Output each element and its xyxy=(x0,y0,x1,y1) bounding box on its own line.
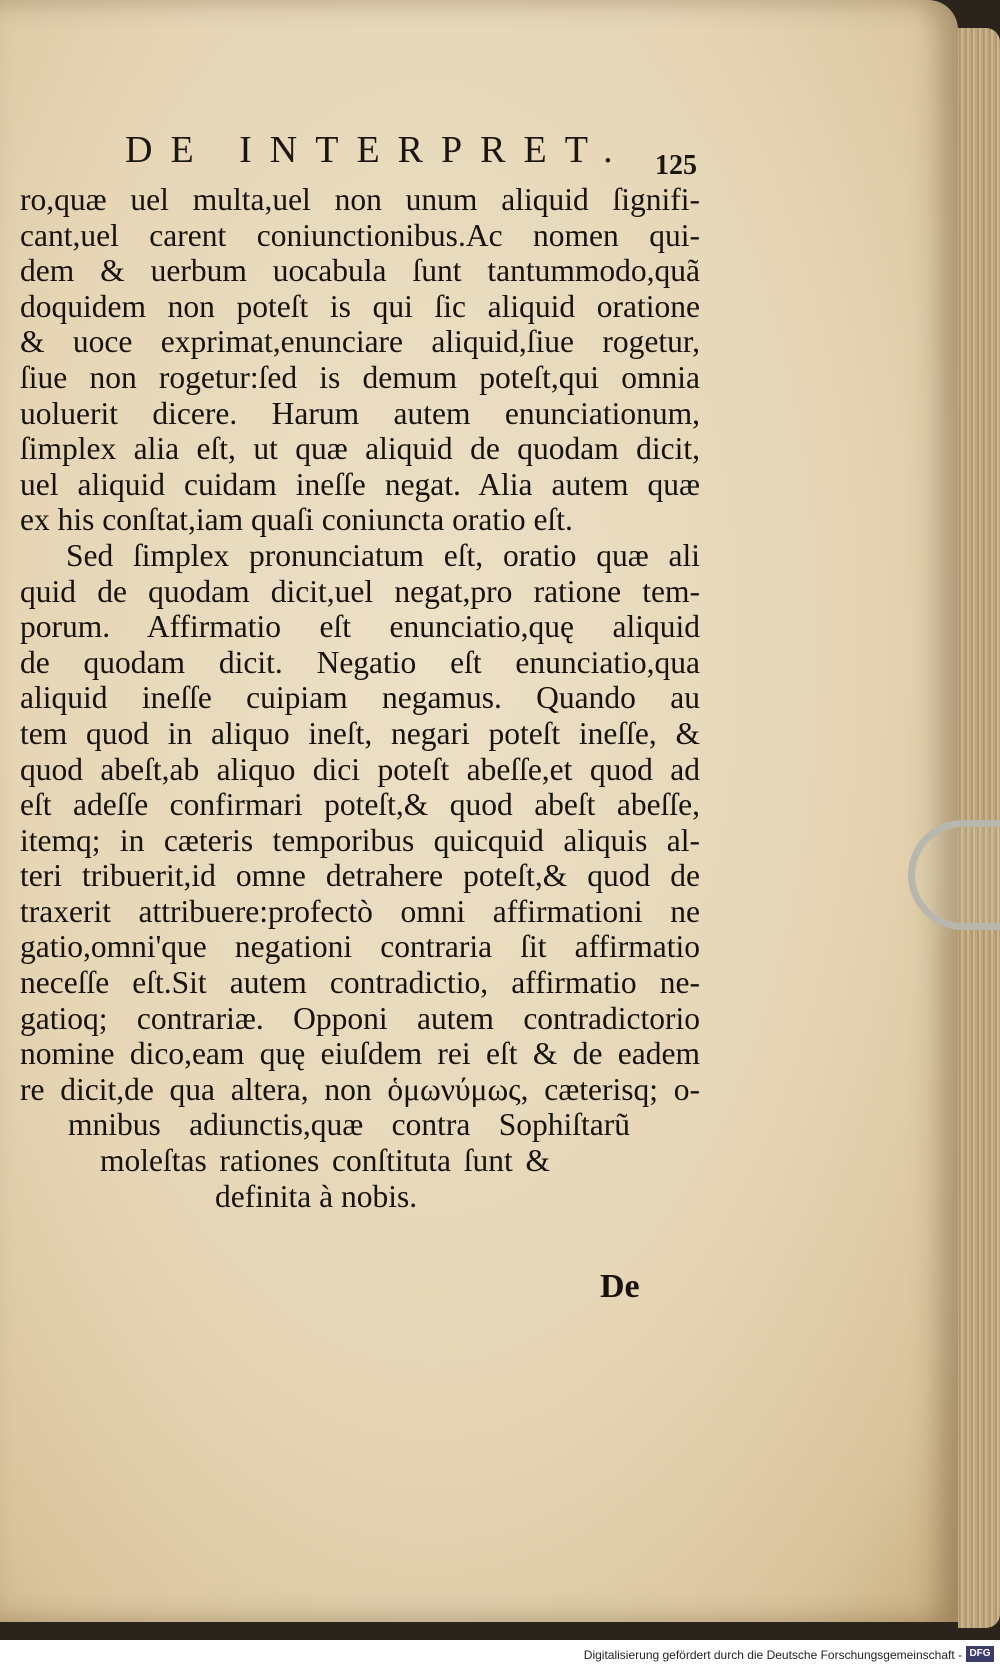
text-line: neceſſe eſt.Sit autem contradictio, affirmatio ne- xyxy=(20,965,700,1001)
dfg-logo: DFG xyxy=(966,1646,994,1662)
text-line: dem & uerbum uocabula ſunt tantummodo,quã xyxy=(20,253,700,289)
text-line: eſt adeſſe confirmari poteſt,& quod abeſt abeſſe, xyxy=(20,787,700,823)
text-line: teri tribuerit,id omne detrahere poteſt,& quod de xyxy=(20,858,700,894)
text-line: ex his conſtat,iam quaſi coniuncta oratio eſt. xyxy=(20,502,573,538)
text-block xyxy=(20,182,700,1214)
text-line: uel aliquid cuidam ineſſe negat. Alia autem quæ xyxy=(20,466,700,502)
text-line: gatioq; contrariæ. Opponi autem contradictorio xyxy=(20,1000,700,1036)
text-line: re dicit,de qua altera, non ὁμωνύμως, cæterisq; o- xyxy=(20,1071,700,1107)
text-line: moleſtas rationes conſtituta ſunt & xyxy=(100,1143,550,1179)
text-line: itemq; in cæteris temporibus quicquid aliquis al- xyxy=(20,822,700,858)
text-line: quid de quodam dicit,uel negat,pro ratione tem- xyxy=(20,573,700,609)
text-line: porum. Affirmatio eſt enunciatio,quę aliquid xyxy=(20,609,700,645)
text-line: definita à nobis. xyxy=(215,1178,418,1214)
text-line: uoluerit dicere. Harum autem enunciationum, xyxy=(20,395,700,431)
text-line: tem quod in aliquo ineſt, negari poteſt ineſſe, & xyxy=(20,715,700,751)
text-line: traxerit attribuere:profectò omni affirmationi ne xyxy=(20,893,700,929)
page-number: 125 xyxy=(655,150,697,181)
text-line: ro,quæ uel multa,uel non unum aliquid ſignifi- xyxy=(20,182,700,217)
text-line: aliquid ineſſe cuipiam negamus. Quando au xyxy=(20,680,700,716)
text-line: cant,uel carent coniunctionibus.Ac nomen qui- xyxy=(20,217,700,253)
text-line: de quodam dicit. Negatio eſt enunciatio,qua xyxy=(20,644,700,680)
text-line: doquidem non poteſt is qui ſic aliquid oratione xyxy=(20,288,700,324)
funding-credit: Digitalisierung gefördert durch die Deutsche Forschungsgemeinschaft - xyxy=(583,1648,962,1662)
text-line: ſiue non rogetur:ſed is demum poteſt,qui omnia xyxy=(20,359,700,395)
running-header: DE INTERPRET. xyxy=(125,129,631,171)
footer-bar xyxy=(0,1640,1000,1669)
text-line: mnibus adiunctis,quæ contra Sophiſtarũ xyxy=(68,1107,630,1143)
text-line: nomine dico,eam quę eiuſdem rei eſt & de eadem xyxy=(20,1036,700,1072)
text-line: & uoce exprimat,enunciare aliquid,ſiue rogetur, xyxy=(20,324,700,360)
text-line: quod abeſt,ab aliquo dici poteſt abeſſe,et quod ad xyxy=(20,751,700,787)
text-line: gatio,omni'que negationi contraria ſit affirmatio xyxy=(20,929,700,965)
catchword: De xyxy=(600,1268,640,1305)
text-line: Sed ſimplex pronunciatum eſt, oratio quæ ali xyxy=(66,537,700,573)
text-line: ſimplex alia eſt, ut quæ aliquid de quodam dicit, xyxy=(20,431,700,467)
